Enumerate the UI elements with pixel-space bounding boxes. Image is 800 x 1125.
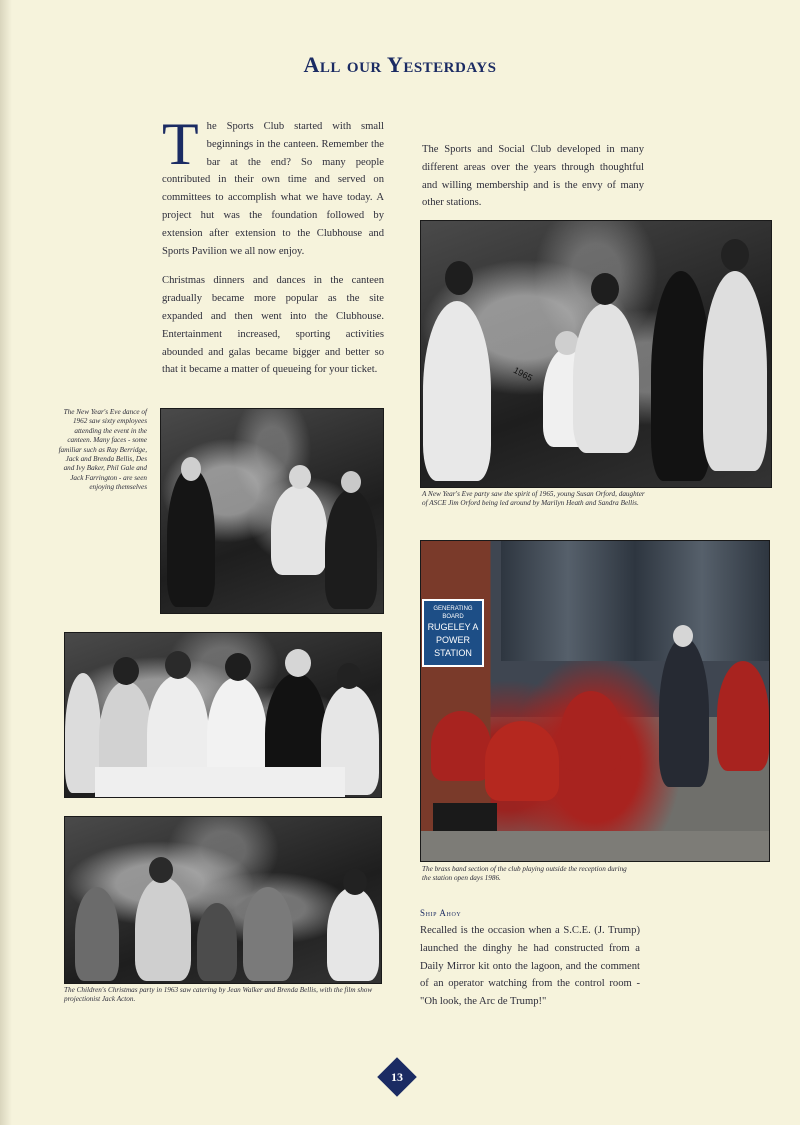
caption-childrens-party: The Children's Christmas party in 1963 saw catering by Jean Walker and Brenda Bellis, with the film show projectionist Jack Acton. xyxy=(64,986,373,1004)
drop-cap: T xyxy=(162,111,199,177)
photo-childrens-christmas-party xyxy=(64,816,382,984)
intro-paragraph-2: Christmas dinners and dances in the canteen gradually became more popular as the site expanded and then went into the Clubhouse. Entertainment increased, sporting activities abounded and galas became bigger and better so that it became a matter of queueing for your ticket. xyxy=(162,275,384,376)
photo-brass-band xyxy=(420,540,770,862)
intro-paragraph-1 xyxy=(162,111,384,260)
caption-new-years-1965: A New Year's Eve party saw the spirit of 1965, young Susan Orford, daughter of ASCE Jim Orford being led around by Marilyn Heath and Sandra Bellis. xyxy=(422,490,645,508)
ship-ahoy-heading: Ship Ahoy xyxy=(420,908,462,918)
page-title: All our Yesterdays xyxy=(303,52,497,77)
sign-line-2: RUGELEY A xyxy=(427,622,479,632)
page-number: 13 xyxy=(391,1070,403,1084)
sign-line-1: GENERATING BOARD xyxy=(433,606,473,620)
caption-brass-band: The brass band section of the club playing outside the reception during the station open days 1986. xyxy=(422,865,627,883)
page-spine xyxy=(0,0,12,1125)
sash-1965: 1965 xyxy=(511,364,535,384)
sign-line-3: POWER xyxy=(435,635,470,645)
right-intro-text: The Sports and Social Club developed in many different areas over the years through thoughtful and willing membership and is the envy of many other stations. xyxy=(422,144,644,209)
power-station-sign xyxy=(422,599,484,667)
caption-new-years-1962: The New Year's Eve dance of 1962 saw sixty employees attending the event in the canteen. Many faces - some familiar such as Ray Berridge, Jack and Brenda Bellis, Des and Ivy Baker, Phil Gale and Jack Farrington - are seen enjoying themselves xyxy=(58,408,147,492)
photo-christmas-dinner-group xyxy=(64,632,382,798)
photo-new-years-party-1965 xyxy=(420,220,772,488)
intro-paragraph-1-text: he Sports Club started with small beginnings in the canteen. Remember the bar at the end? So many people contributed in their own time and served on committees to accomplish what we have today. A project hut was the foundation followed by extension after extension to the Clubhouse and Sports Pavilion we all now enjoy. xyxy=(162,121,384,257)
sign-line-4: STATION xyxy=(434,648,472,658)
photo-new-years-dance-1962 xyxy=(160,408,384,614)
intro-text xyxy=(162,111,384,391)
ship-ahoy-text: Recalled is the occasion when a S.C.E. (J. Trump) launched the dinghy he had constructed from a Daily Mirror kit onto the lagoon, and the comment of an operator watching from the control room - "Oh look, the Arc de Trump!" xyxy=(420,925,640,1008)
